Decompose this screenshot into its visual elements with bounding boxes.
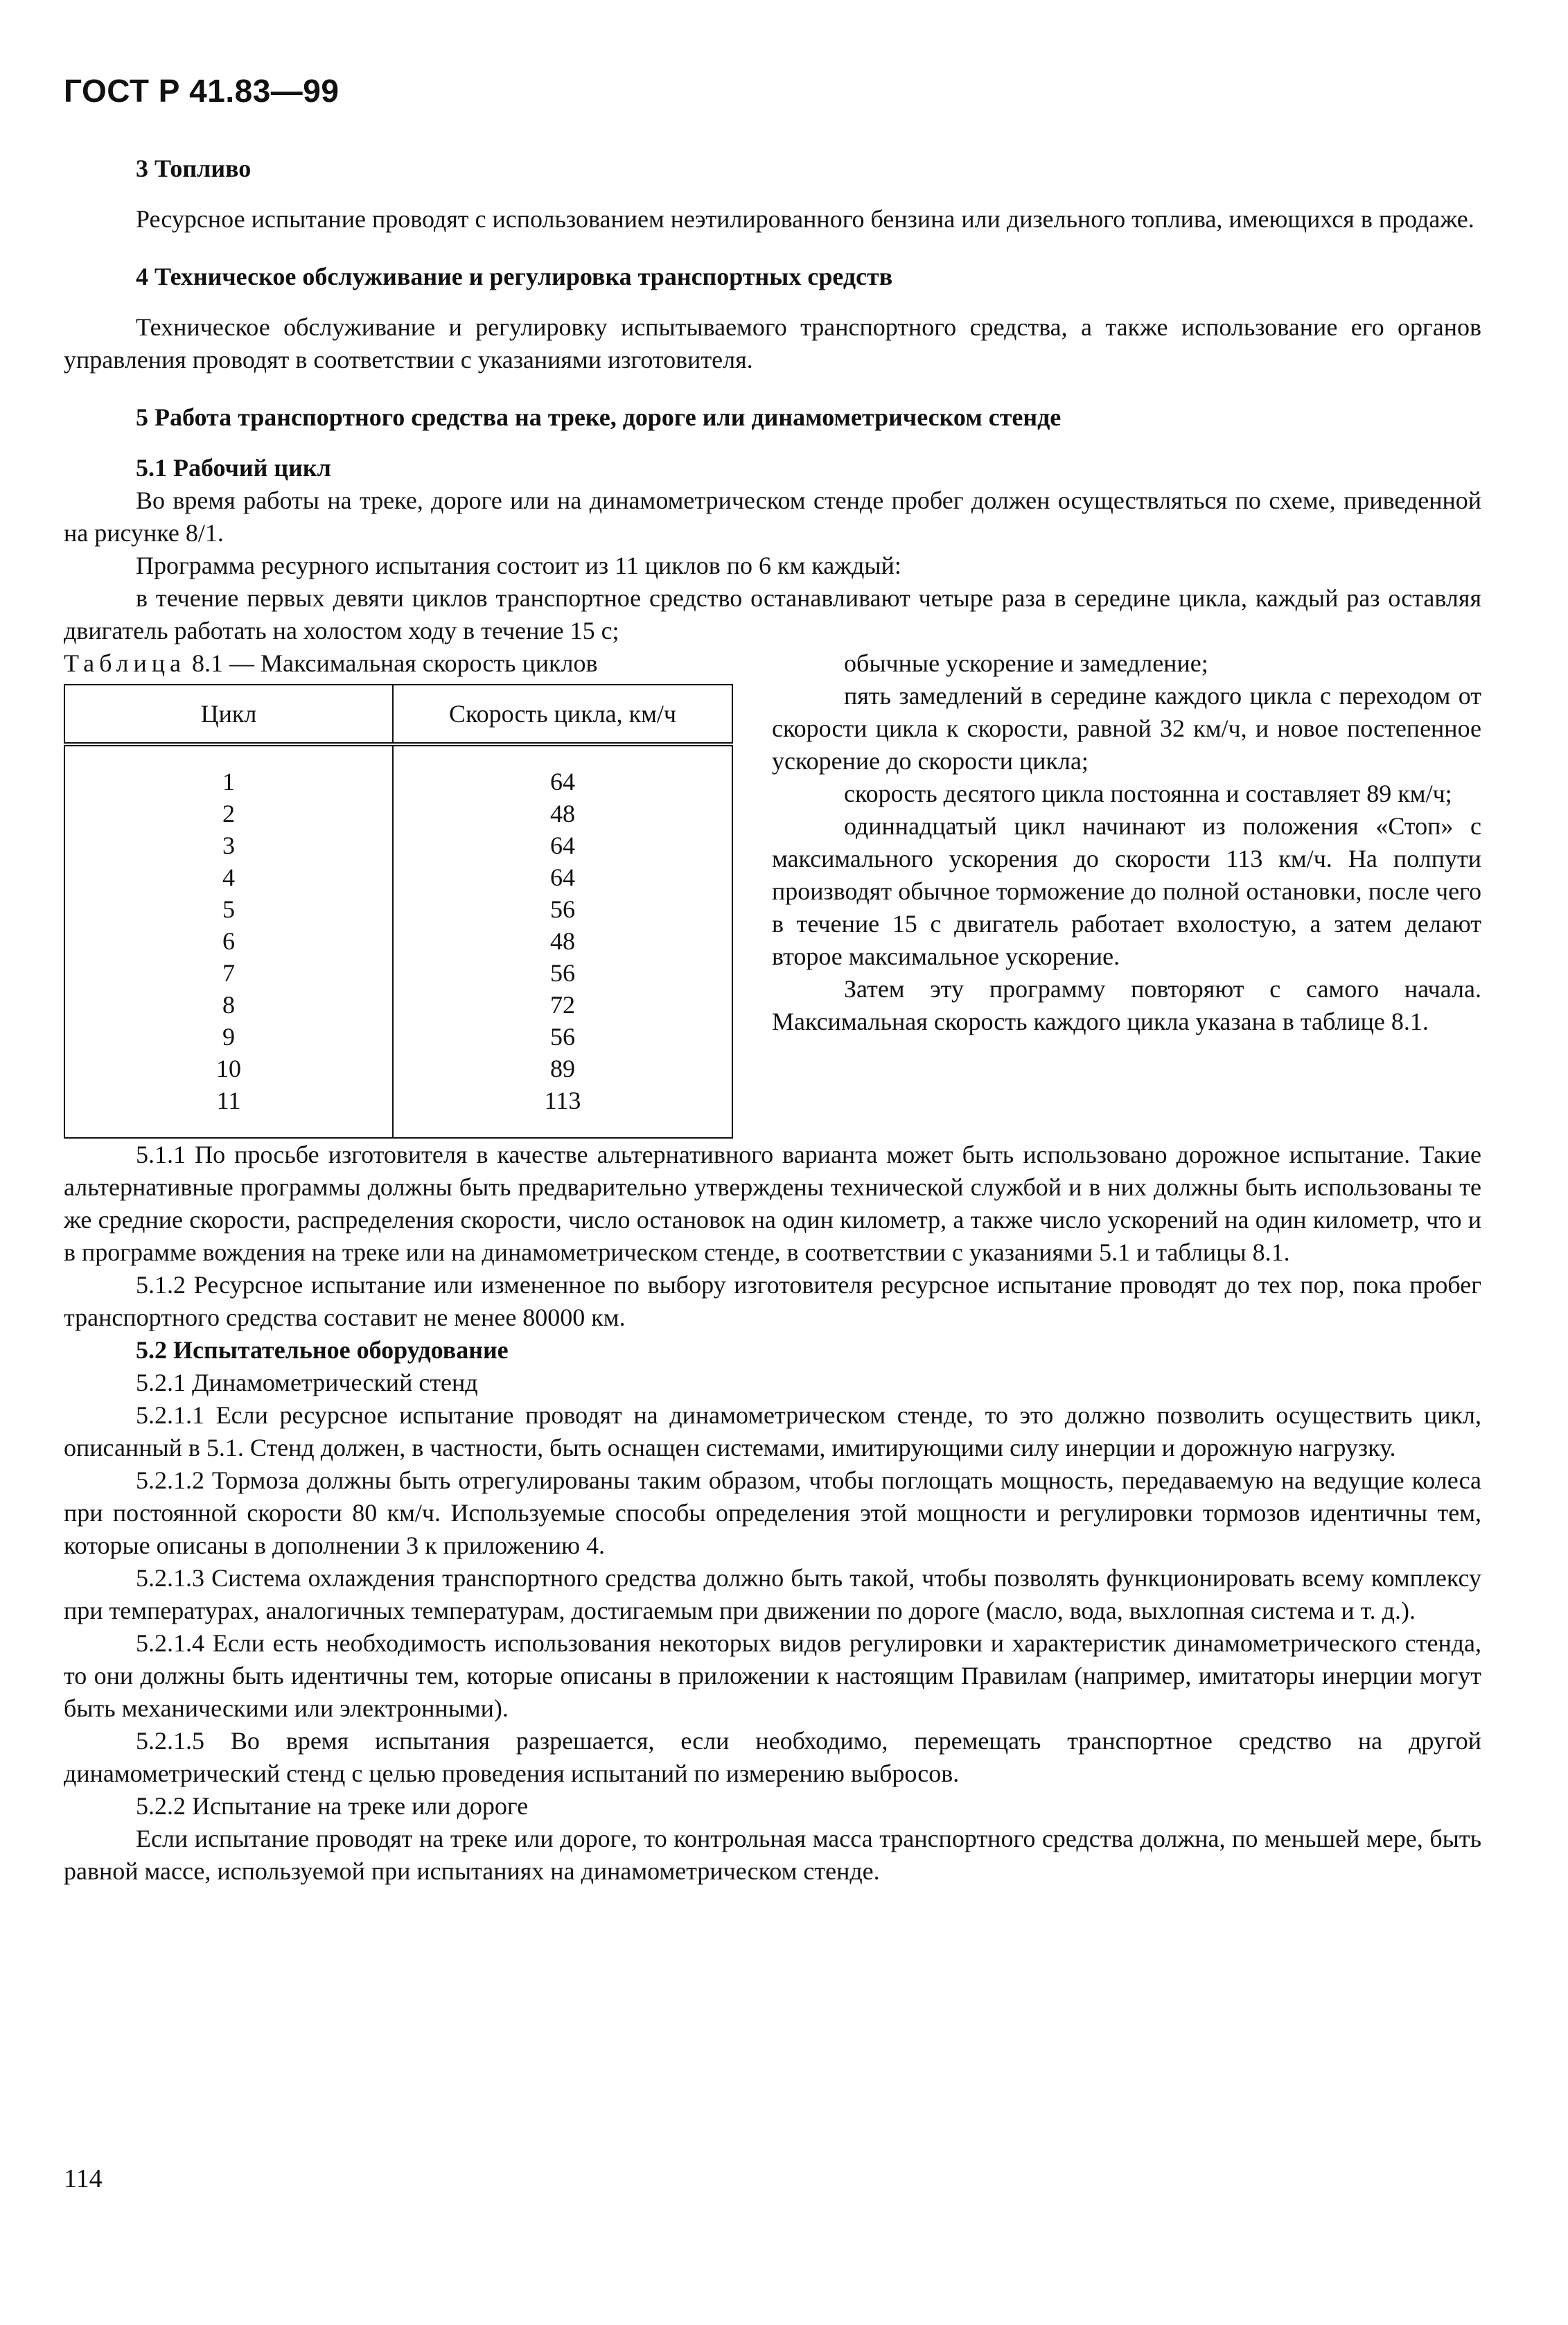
- speed-cell: 48: [393, 798, 732, 830]
- speed-cell: 64: [393, 830, 732, 861]
- cycle-cell: 1: [64, 744, 393, 798]
- cycle-cell: 2: [64, 798, 393, 830]
- speed-cell: 48: [393, 925, 732, 957]
- table-row: [64, 989, 732, 1021]
- section-5-1-1: 5.1.1 По просьбе изготовителя в качестве альтернативного варианта может быть использовано дорожное испытание. Такие альтернативные программы должны быть предварительно утверждены технической службой и в них должны быть использованы те же средние скорости, распределения скорости, число остановок на один километр, а также число ускорений на один километр, что и в программе вождения на треке или на динамометрическом стенде, в соответствии с указаниями 5.1 и таблицы 8.1.: [64, 1141, 1481, 1266]
- section-5-2-1-3: 5.2.1.3 Система охлаждения транспортного средства должно быть такой, чтобы позволять функционировать всему комплексу при температурах, аналогичных температурам, достигаемым при движении по дороге (масло, вода, выхлопная система и т. д.).: [64, 1564, 1481, 1624]
- cycle-cell: 6: [64, 925, 393, 957]
- side-paragraph-3: скорость десятого цикла постоянна и составляет 89 км/ч;: [844, 780, 1452, 807]
- side-paragraph-5: Затем эту программу повторяют с самого начала. Максимальная скорость каждого цикла указана в таблице 8.1.: [772, 975, 1481, 1035]
- section-5-1-title: 5.1 Рабочий цикл: [136, 454, 331, 482]
- side-paragraph-2: пять замедлений в середине каждого цикла с переходом от скорости цикла к скорости, равной 32 км/ч, и новое постепенное ускорение до скорости цикла;: [772, 682, 1481, 775]
- section-4-paragraph: Техническое обслуживание и регулировку испытываемого транспортного средства, а также использование его органов управления проводят в соответствии с указаниями изготовителя.: [64, 313, 1481, 374]
- cycle-cell: 7: [64, 957, 393, 989]
- cycle-cell: 9: [64, 1021, 393, 1053]
- section-5-2-2-paragraph: Если испытание проводят на треке или дороге, то контрольная масса транспортного средства должна, по меньшей мере, быть равной массе, используемой при испытаниях на динамометрическом стенде.: [64, 1825, 1481, 1885]
- speed-cell: 56: [393, 1021, 732, 1053]
- table-header-speed: Скорость цикла, км/ч: [393, 685, 732, 744]
- side-paragraph-4: одиннадцатый цикл начинают из положения «Стоп» с максимального ускорения до скорости 113 км/ч. На полпути производят обычное торможение до полной остановки, после чего в течение 15 с двигатель работает вхолостую, а затем делают второе максимальное ускорение.: [772, 812, 1481, 970]
- table-and-text-block: [64, 647, 1481, 1139]
- table-caption-text: 8.1 — Максимальная скорость циклов: [185, 649, 598, 677]
- table-row: [64, 1053, 732, 1085]
- section-5-2-1-2: 5.2.1.2 Тормоза должны быть отрегулированы таким образом, чтобы поглощать мощность, передаваемую на ведущие колеса при постоянной скорости 80 км/ч. Используемые способы определения этой мощности и регулировки тормозов идентичны тем, которые описаны в дополнении 3 к приложению 4.: [64, 1466, 1481, 1559]
- table-row: [64, 925, 732, 957]
- document-body: [64, 152, 1481, 1888]
- cycle-cell: 3: [64, 830, 393, 861]
- cycle-cell: 4: [64, 861, 393, 893]
- section-5-1-paragraph-2: Программа ресурного испытания состоит из 11 циклов по 6 км каждый:: [136, 552, 901, 579]
- table-row: [64, 1021, 732, 1053]
- cycle-cell: 10: [64, 1053, 393, 1085]
- section-5-2-1-1: 5.2.1.1 Если ресурсное испытание проводят на динамометрическом стенде, то это должно позволить осуществить цикл, описанный в 5.1. Стенд должен, в частности, быть оснащен системами, имитирующими силу инерции и дорожную нагрузку.: [64, 1401, 1481, 1462]
- cycle-cell: 8: [64, 989, 393, 1021]
- table-column: [64, 647, 733, 1139]
- side-text-column: [733, 647, 1481, 1038]
- cycle-speed-table: [64, 684, 733, 1139]
- section-5-1-2: 5.1.2 Ресурсное испытание или измененное по выбору изготовителя ресурсное испытание проводят до тех пор, пока пробег транспортного средства составит не менее 80000 км.: [64, 1271, 1481, 1331]
- speed-cell: 72: [393, 989, 732, 1021]
- speed-cell: 64: [393, 861, 732, 893]
- page-number: 114: [64, 2164, 103, 2193]
- section-3-title: 3 Топливо: [136, 155, 252, 182]
- cycle-cell: 11: [64, 1085, 393, 1138]
- section-5-1-paragraph-1: Во время работы на треке, дороге или на динамометрическом стенде пробег должен осуществляться по схеме, приведенной на рисунке 8/1.: [64, 486, 1481, 547]
- table-caption: [64, 647, 733, 680]
- document-id: ГОСТ Р 41.83—99: [64, 73, 340, 109]
- table-row: [64, 744, 732, 798]
- section-4-title: 4 Техническое обслуживание и регулировка транспортных средств: [136, 263, 893, 290]
- table-header-cycle: Цикл: [64, 685, 393, 744]
- speed-cell: 56: [393, 893, 732, 925]
- section-5-2-1-5: 5.2.1.5 Во время испытания разрешается, если необходимо, перемещать транспортное средство на другой динамометрический стенд с целью проведения испытаний по измерению выбросов.: [64, 1727, 1481, 1787]
- section-5-2-title: 5.2 Испытательное оборудование: [136, 1336, 509, 1364]
- side-paragraph-1: обычные ускорение и замедление;: [844, 649, 1208, 677]
- section-5-title: 5 Работа транспортного средства на треке, дороге или динамометрическом стенде: [136, 403, 1062, 431]
- section-3-paragraph: Ресурсное испытание проводят с использованием неэтилированного бензина или дизельного топлива, имеющихся в продаже.: [136, 205, 1474, 233]
- cycle-cell: 5: [64, 893, 393, 925]
- speed-cell: 113: [393, 1085, 732, 1138]
- table-caption-word: Таблица: [64, 649, 186, 677]
- speed-cell: 64: [393, 744, 732, 798]
- section-5-2-1: 5.2.1 Динамометрический стенд: [136, 1369, 478, 1396]
- table-row: [64, 893, 732, 925]
- section-5-2-2: 5.2.2 Испытание на треке или дороге: [136, 1792, 529, 1820]
- speed-cell: 89: [393, 1053, 732, 1085]
- section-5-1-paragraph-3: в течение первых девяти циклов транспортное средство останавливают четыре раза в середине цикла, каждый раз оставляя двигатель работать на холостом ходу в течение 15 с;: [64, 584, 1481, 644]
- table-row: [64, 957, 732, 989]
- table-row: [64, 1085, 732, 1138]
- section-5-2-1-4: 5.2.1.4 Если есть необходимость использования некоторых видов регулировки и характеристик динамометрического стенда, то они должны быть идентичны тем, которые описаны в приложении к настоящим Правилам (например, имитаторы инерции могут быть механическими или электронными).: [64, 1629, 1481, 1722]
- table-row: [64, 798, 732, 830]
- table-row: [64, 830, 732, 861]
- table-row: [64, 861, 732, 893]
- speed-cell: 56: [393, 957, 732, 989]
